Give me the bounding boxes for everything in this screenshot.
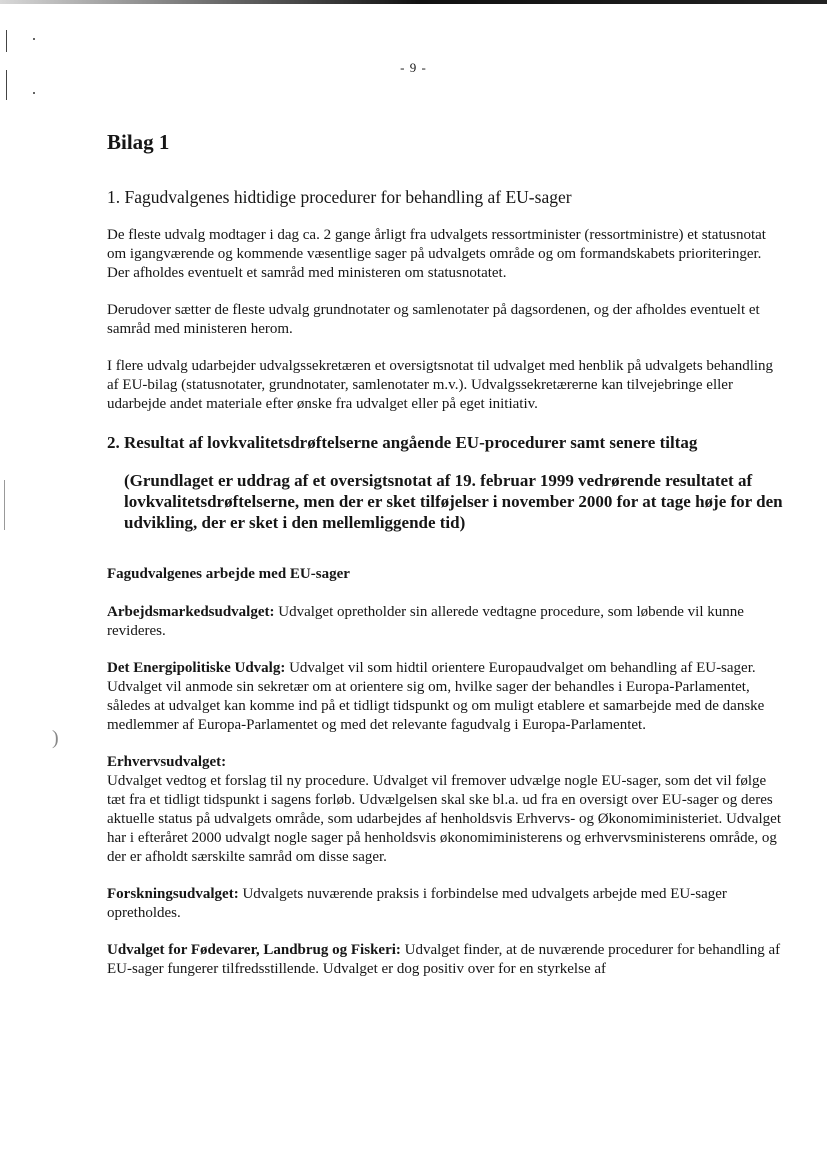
committee-label: Udvalget for Fødevarer, Landbrug og Fiskeri:: [107, 942, 401, 958]
committee-entry: [107, 885, 787, 923]
committee-text: Udvalget vedtog et forslag til ny procedure. Udvalget vil fremover udvælge nogle EU-sager, som det vil følge tæt fra et tidligt tidspunkt i sagens forløb. Udvælgelsen skal ske bl.a. ud fra en oversigt over EU-sager og deres aktuelle status på udvalgets område, som udarbejdes af henholdsvis Erhvervs- og Økonomiministeriet. Udvalget har i efteråret 2000 udvalgt nogle sager på henholdsvis økonomiministerens og erhvervsministerens område, og der er afholdt særskilte samråd om disse sager.: [107, 773, 782, 865]
page-number: - 9 -: [400, 60, 427, 75]
committee-text: Udvalget opretholder sin allerede vedtagne procedure, som løbende vil kunne revideres.: [107, 604, 744, 639]
committee-text: Udvalget vil som hidtil orientere Europaudvalget om behandling af EU-sager. Udvalget vil anmode sin sekretær om at orientere sig om, hvilke sager der behandles i Europa-Parlamentet, således at udvalget kan komme ind på et tidligt tidspunkt og om muligt etablere et samarbejde med de danske medlemmer af Europa-Parlamentet og med det relevante fagudvalg i Europa-Parlamentet.: [107, 660, 765, 733]
top-scan-rule: [0, 0, 827, 4]
left-edge-mark-3: [4, 480, 5, 530]
document-body: [107, 130, 787, 997]
committee-entry: [107, 753, 787, 867]
committee-entry: [107, 659, 787, 735]
committee-text: Udvalget finder, at de nuværende procedurer for behandling af EU-sager fungerer tilfredsstillende. Udvalget er dog positiv over for en styrkelse af: [107, 942, 781, 977]
scan-speck: [33, 38, 35, 40]
committee-label: Erhvervsudvalget:: [107, 754, 227, 770]
scan-paren-mark: ): [52, 727, 59, 749]
left-edge-mark-1: [6, 30, 7, 52]
section-1-title: 1. Fagudvalgenes hidtidige procedurer for behandling af EU-sager: [107, 187, 572, 207]
committee-label: Forskningsudvalget:: [107, 886, 239, 902]
section-1-paragraph: Derudover sætter de fleste udvalg grundnotater og samlenotater på dagsordenen, og der afholdes eventuelt et samråd med ministeren herom.: [107, 302, 760, 337]
committee-label: Arbejdsmarkedsudvalget:: [107, 604, 275, 620]
committee-label: Det Energipolitiske Udvalg:: [107, 660, 286, 676]
page-heading: Bilag 1: [107, 130, 170, 154]
subsection-title: Fagudvalgenes arbejde med EU-sager: [107, 566, 350, 582]
section-1-paragraph: De fleste udvalg modtager i dag ca. 2 gange årligt fra udvalgets ressortminister (ressortministre) et statusnotat om igangværende og kommende væsentlige sager på udvalgets område og om formandskabets prioriteringer. Der afholdes eventuelt et samråd med ministeren om statusnotatet.: [107, 227, 766, 281]
section-2-title: 2. Resultat af lovkvalitetsdrøftelserne angående EU-procedurer samt senere tiltag: [107, 433, 698, 452]
committee-entry: [107, 603, 787, 641]
section-1-paragraph: I flere udvalg udarbejder udvalgssekretæren et oversigtsnotat til udvalget med henblik på udvalgets behandling af EU-bilag (statusnotater, grundnotater, samlenotater m.v.). Udvalgssekretærerne kan tilvejebringe eller udarbejde andet materiale efter ønske fra udvalget eller på eget initiativ.: [107, 358, 774, 412]
committee-text: Udvalgets nuværende praksis i forbindelse med udvalgets arbejde med EU-sager opretholdes.: [107, 886, 727, 921]
section-2-subtitle: (Grundlaget er uddrag af et oversigtsnotat af 19. februar 1999 vedrørende resultatet af lovkvalitetsdrøftelserne, men der er sket tilføjelser i november 2000 for at tage høje for den udvikling, der er sket i den mellemliggende tid): [124, 471, 783, 532]
scan-speck: [33, 92, 35, 94]
committee-entry: [107, 941, 787, 979]
